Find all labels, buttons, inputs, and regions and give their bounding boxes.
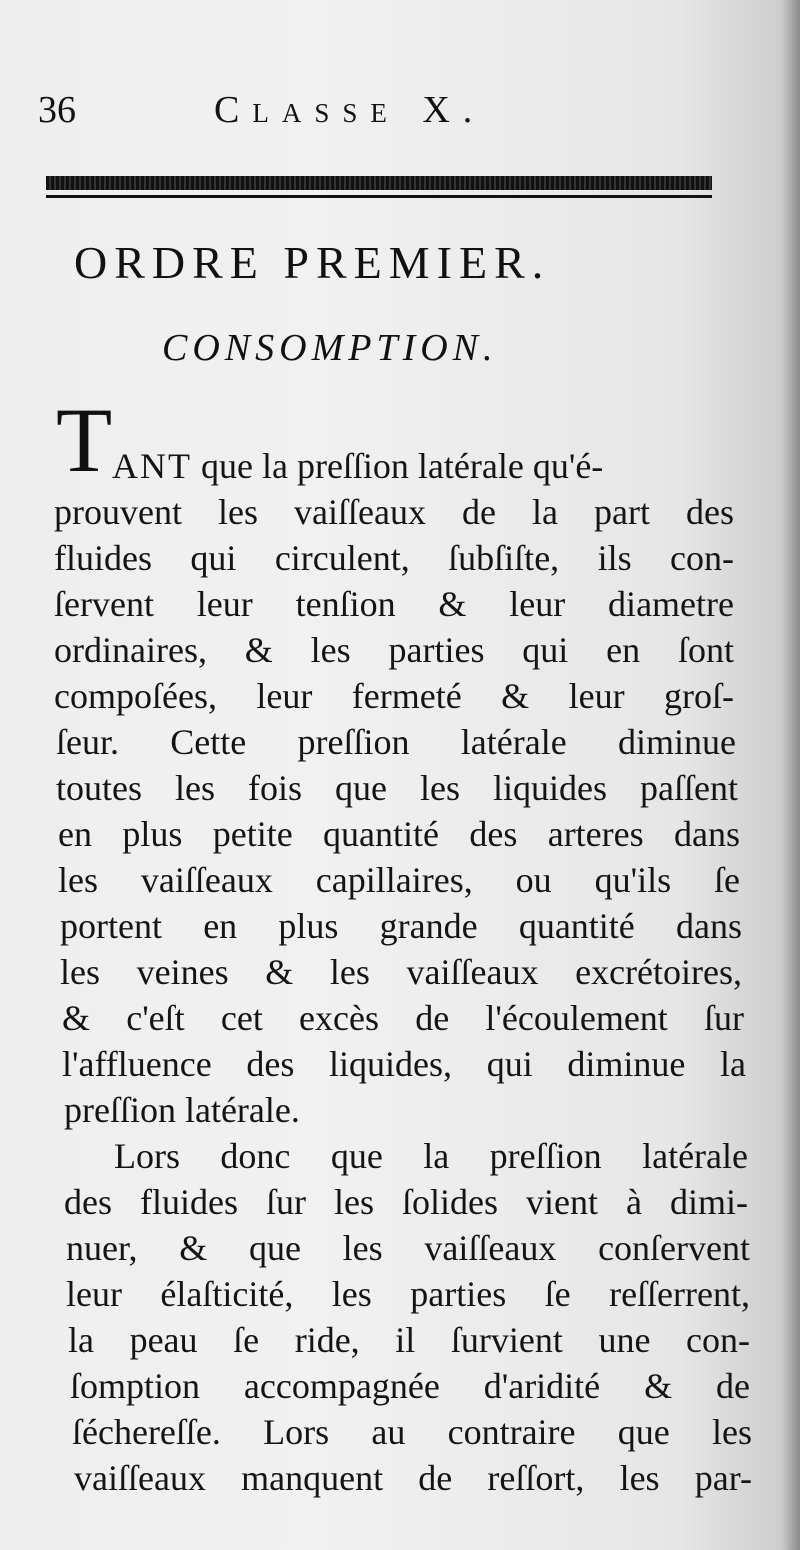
text-line: [112, 444, 734, 488]
text-line: vaiſſeaux manquent de reſſort, les par-: [74, 1458, 752, 1498]
text-line: en plus petite quantité des arteres dans: [58, 814, 740, 854]
page-gutter-shadow: [782, 0, 800, 1550]
section-title: CONSOMPTION.: [162, 327, 498, 369]
text-line: prouvent les vaiſſeaux de la part des: [54, 492, 734, 532]
text-line: ſéchereſſe. Lors au contraire que les: [72, 1412, 752, 1452]
text-line: preſſion latérale.: [64, 1090, 300, 1130]
text-line: nuer, & que les vaiſſeaux conſervent: [66, 1228, 750, 1268]
page-number: 36: [38, 89, 76, 131]
header-rule-thin: [46, 195, 712, 198]
text-line: fluides qui circulent, ſubſiſte, ils con-: [54, 538, 734, 578]
text-line: leur élaſticité, les parties ſe reſſerrent,: [66, 1274, 750, 1314]
page-header: [36, 82, 736, 142]
text-line: toutes les fois que les liquides paſſent: [56, 768, 738, 808]
text-line: portent en plus grande quantité dans: [60, 906, 742, 946]
order-title: ORDRE PREMIER.: [74, 237, 551, 288]
text-line: les vaiſſeaux capillaires, ou qu'ils ſe: [58, 860, 740, 900]
text-line: compoſées, leur fermeté & leur groſ-: [54, 676, 734, 716]
text-line-content: que la preſſion latérale qu'é-: [192, 446, 604, 486]
text-line: la peau ſe ride, il ſurvient une con-: [68, 1320, 750, 1360]
text-line: & c'eſt cet excès de l'écoulement ſur: [62, 998, 744, 1038]
text-line: l'affluence des liquides, qui diminue la: [62, 1044, 746, 1084]
header-rule: [46, 176, 712, 202]
running-head: Classe X.: [214, 89, 486, 131]
header-rule-thick: [46, 176, 712, 190]
text-line: des fluides ſur les ſolides vient à dimi-: [64, 1182, 748, 1222]
text-line: ordinaires, & les parties qui en ſont: [54, 630, 734, 670]
text-line: ſervent leur tenſion & leur diametre: [54, 584, 734, 624]
text-line: les veines & les vaiſſeaux excrétoires,: [60, 952, 742, 992]
text-line: ſeur. Cette preſſion latérale diminue: [56, 722, 736, 762]
text-line: ſomption accompagnée d'aridité & de: [70, 1366, 750, 1406]
drop-cap: T: [56, 389, 113, 491]
first-word-rest: ANT: [112, 446, 192, 486]
text-line: Lors donc que la preſſion latérale: [114, 1136, 748, 1176]
